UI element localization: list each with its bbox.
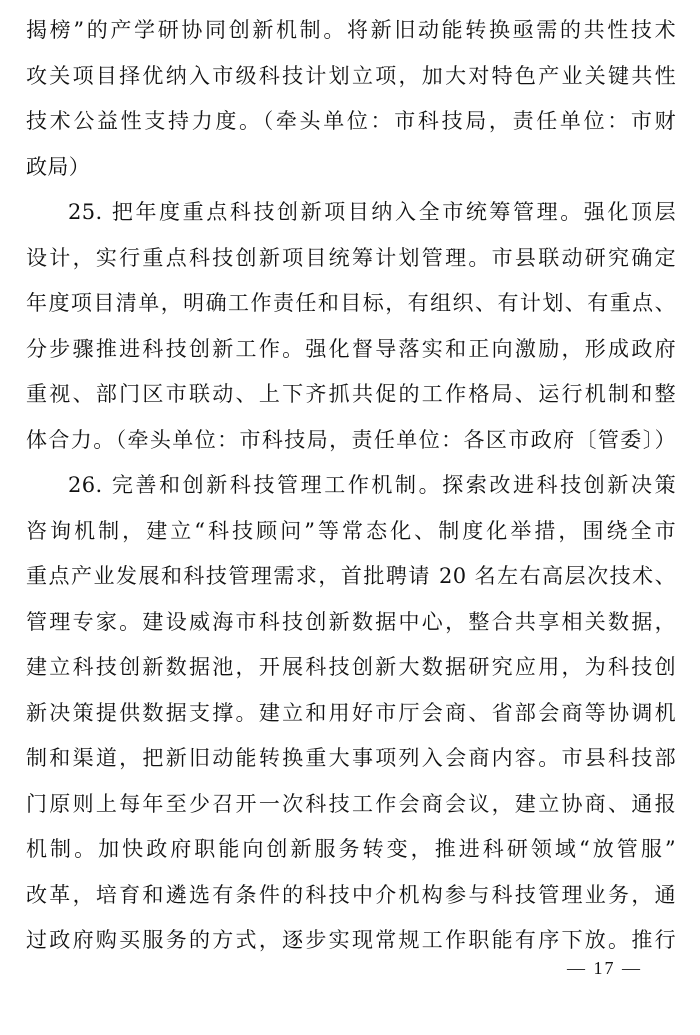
- text-line-16: 新决策提供数据支撑。建立和用好市厅会商、省部会商等协调机: [26, 700, 676, 725]
- text-line-7: 年度项目清单，明确工作责任和目标，有组织、有计划、有重点、: [26, 291, 676, 315]
- paragraph-26-heading-line: 26. 完善和创新科技管理工作机制。探索改进科技创新决策: [68, 473, 676, 497]
- text-line-17: 制和渠道，把新旧动能转换重大事项列入会商内容。市县科技部: [26, 746, 676, 770]
- text-line-8: 分步骤推进科技创新工作。强化督导落实和正向激励，形成政府: [26, 336, 676, 361]
- page-number: — 17 —: [567, 958, 642, 978]
- text-line-15: 建立科技创新数据池，开展科技创新大数据研究应用，为科技创: [26, 655, 676, 679]
- text-line-21: 过政府购买服务的方式，逐步实现常规工作职能有序下放。推行: [26, 928, 676, 952]
- text-line-9: 重视、部门区市联动、上下齐抓共促的工作格局、运行机制和整: [26, 382, 676, 406]
- text-line-20: 改革，培育和遴选有条件的科技中介机构参与科技管理业务，通: [26, 882, 676, 907]
- text-line-18: 门原则上每年至少召开一次科技工作会商会议，建立协商、通报: [26, 791, 676, 816]
- text-line-4: 政局）: [26, 154, 91, 179]
- text-line-1: 揭榜”的产学研协同创新机制。将新旧动能转换亟需的共性技术: [26, 18, 676, 42]
- text-line-12: 咨询机制，建立“科技顾问”等常态化、制度化举措，围绕全市: [26, 518, 676, 543]
- text-line-6: 设计，实行重点科技创新项目统筹计划管理。市县联动研究确定: [26, 245, 676, 270]
- text-line-14: 管理专家。建设威海市科技创新数据中心，整合共享相关数据，: [26, 609, 676, 634]
- text-line-3: 技术公益性支持力度。（牵头单位：市科技局，责任单位：市财: [26, 109, 676, 133]
- paragraph-25-heading-line: 25. 把年度重点科技创新项目纳入全市统筹管理。强化顶层: [68, 200, 676, 224]
- text-line-19: 机制。加快政府职能向创新服务转变，推进科研领域“放管服”: [26, 837, 676, 861]
- text-line-10: 体合力。（牵头单位：市科技局，责任单位：各区市政府〔管委〕）: [26, 427, 676, 452]
- text-line-2: 攻关项目择优纳入市级科技计划立项，加大对特色产业关键共性: [26, 63, 676, 88]
- text-line-13: 重点产业发展和科技管理需求，首批聘请 20 名左右高层次技术、: [26, 564, 676, 588]
- body-text: [26, 8, 676, 964]
